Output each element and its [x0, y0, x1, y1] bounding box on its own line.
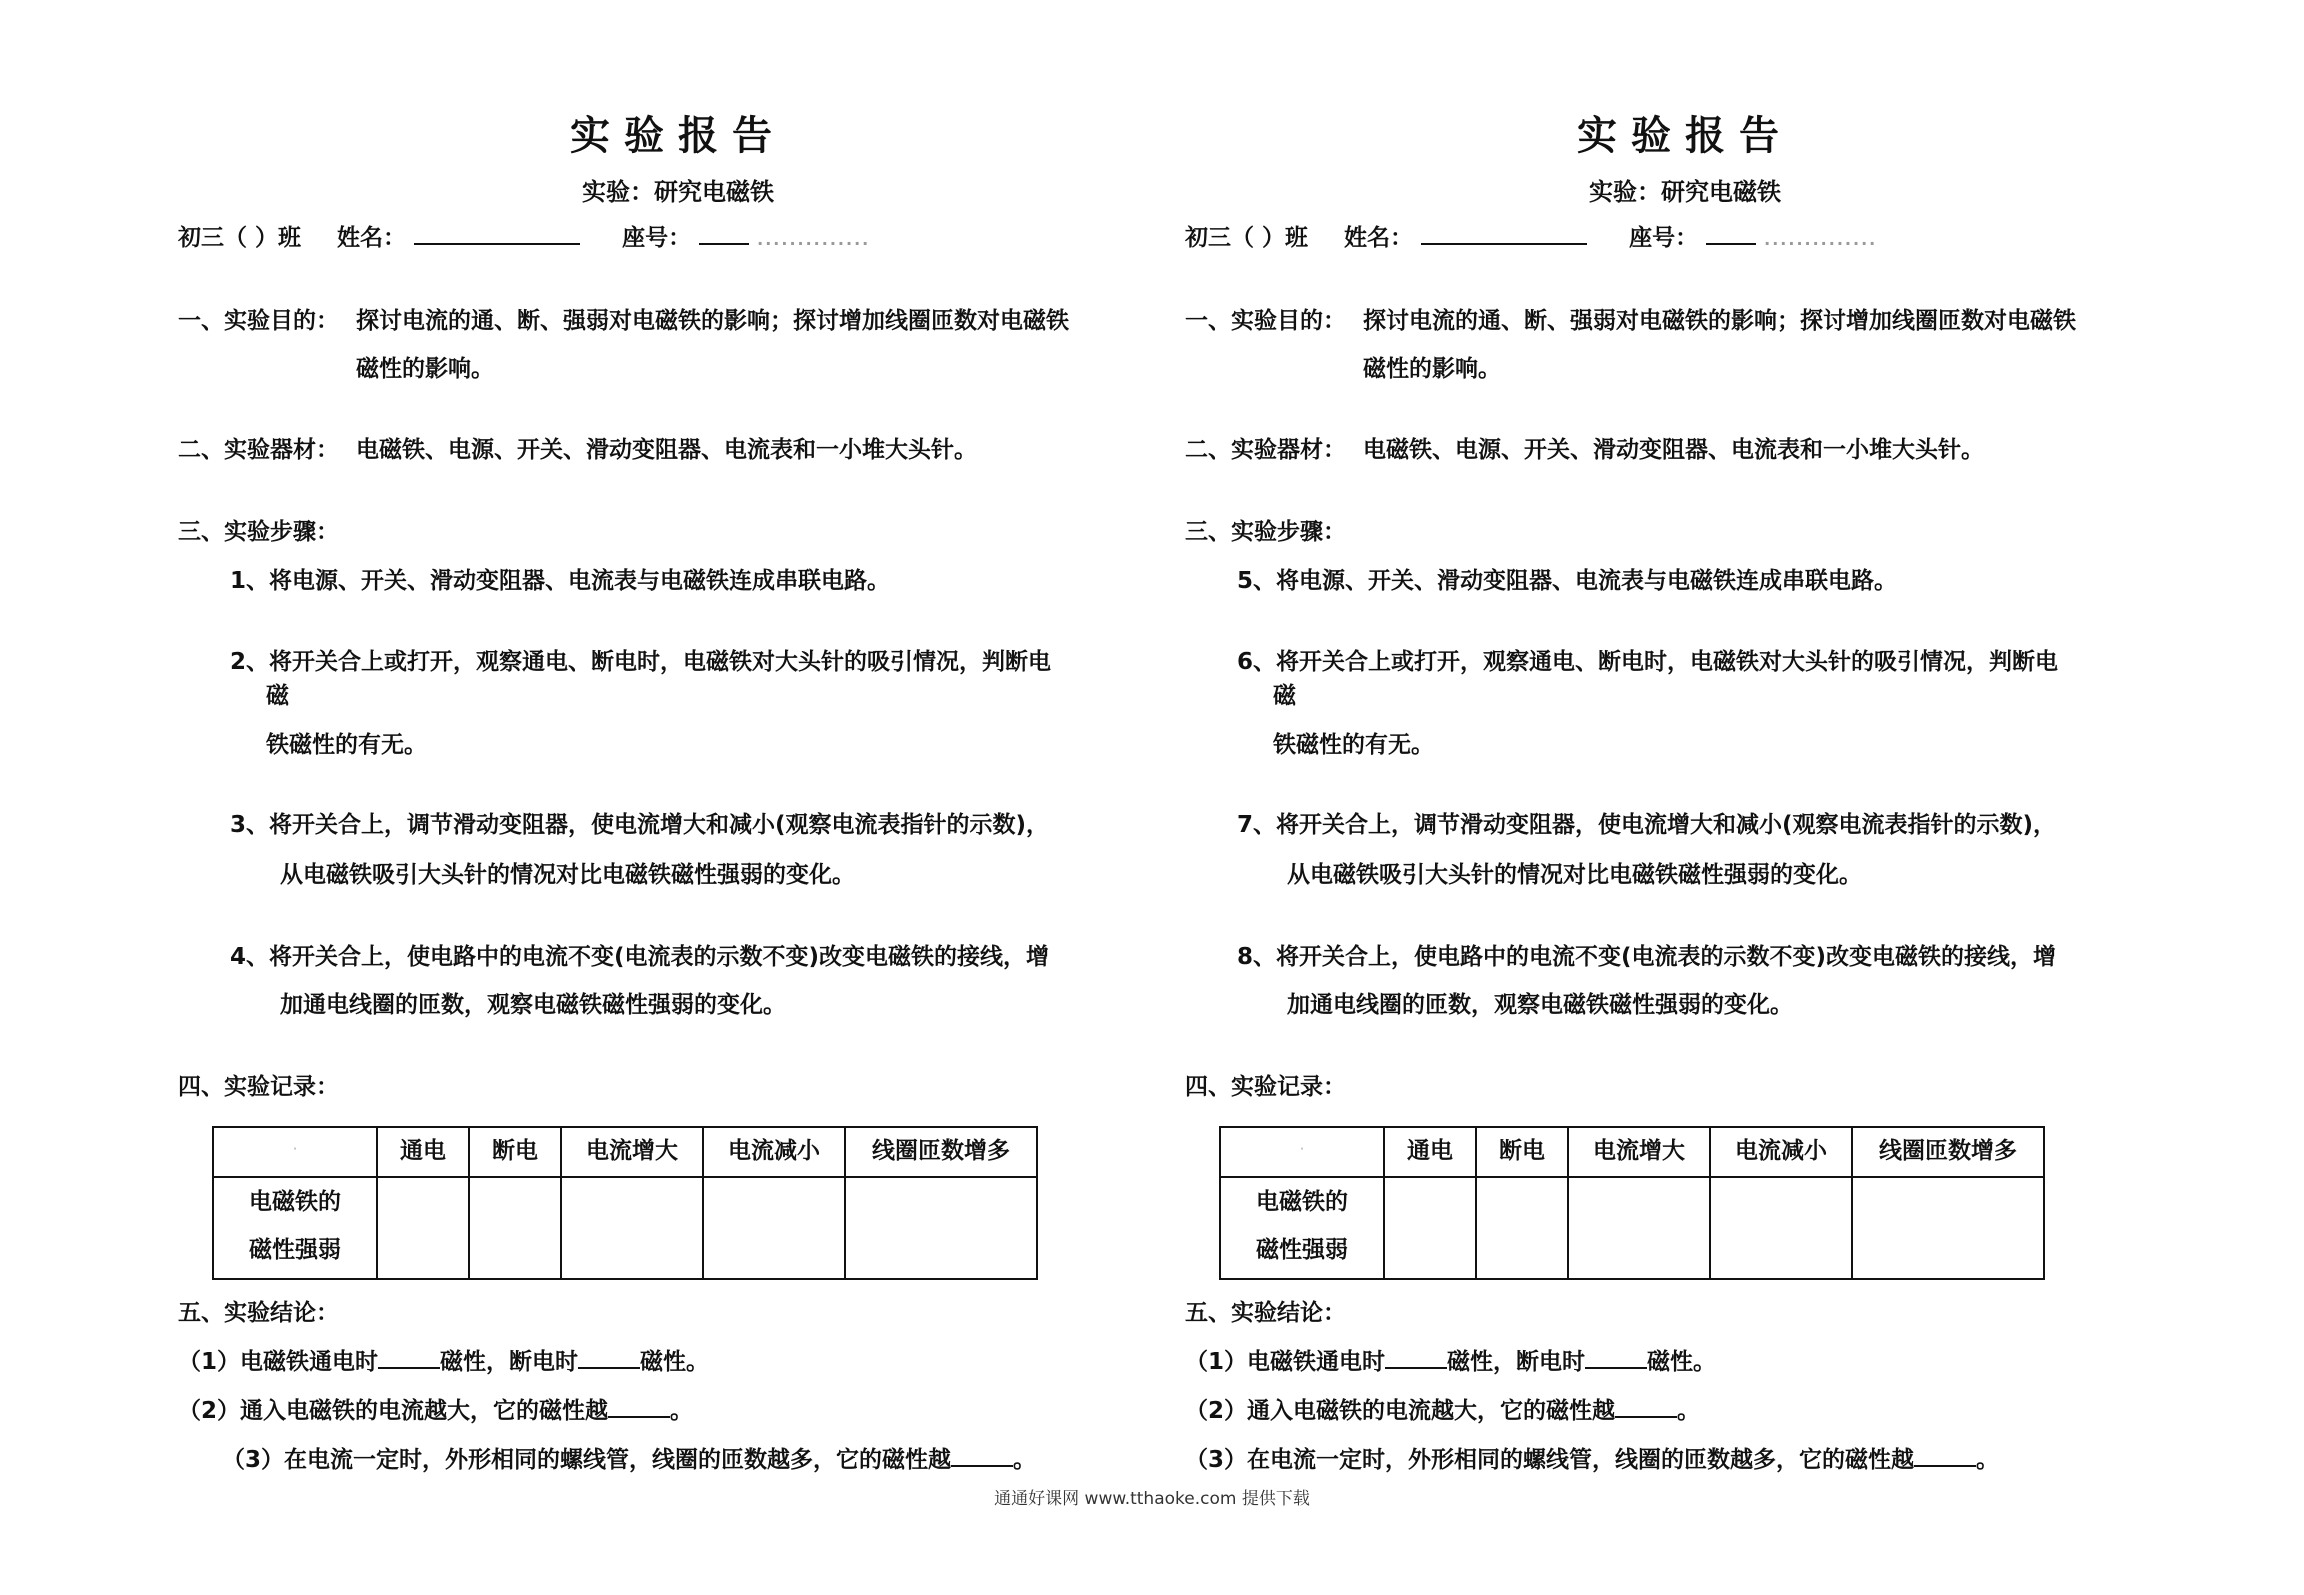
equipment-text: 电磁铁、电源、开关、滑动变阻器、电流表和一小堆大头针。: [1363, 437, 1984, 463]
table-header-row: [213, 1127, 1037, 1177]
row-label: 电磁铁的 磁性强弱: [1220, 1177, 1384, 1279]
step-1: 1、将电源、开关、滑动变阻器、电流表与电磁铁连成串联电路。: [230, 568, 891, 594]
record-cell[interactable]: [377, 1177, 469, 1279]
column-header: 线圈匝数增多: [845, 1127, 1037, 1177]
blank-1[interactable]: [1385, 1345, 1447, 1369]
blank-3[interactable]: [1615, 1394, 1677, 1418]
step-2-line2: 磁: [266, 683, 289, 709]
record-cell[interactable]: [1476, 1177, 1568, 1279]
equipment-heading: 二、实验器材：: [178, 437, 339, 463]
name-label: 姓名：: [1344, 225, 1414, 251]
step-4-line2: 加通电线圈的匝数，观察电磁铁磁性强弱的变化。: [280, 992, 786, 1018]
step-8-line1: 8、将开关合上，使电路中的电流不变(电流表的示数不变)改变电磁铁的接线，增: [1237, 944, 2057, 970]
column-header: 断电: [1476, 1127, 1568, 1177]
report-title: 实验报告: [1577, 112, 1793, 159]
conclusion-heading: 五、实验结论：: [178, 1300, 339, 1326]
purpose-line2: 磁性的影响。: [1363, 356, 1501, 382]
column-header: 通电: [377, 1127, 469, 1177]
record-cell[interactable]: [561, 1177, 703, 1279]
step-7-line2: 从电磁铁吸引大头针的情况对比电磁铁磁性强弱的变化。: [1287, 862, 1862, 888]
student-info-row: [1185, 219, 1877, 252]
seat-label: 座号：: [1629, 225, 1699, 251]
dotted-leader: ..............: [757, 230, 871, 249]
purpose-heading: 一、实验目的：: [178, 308, 339, 334]
record-cell[interactable]: [1568, 1177, 1710, 1279]
record-heading: 四、实验记录：: [178, 1074, 339, 1100]
table-row: [213, 1177, 1037, 1279]
blank-4[interactable]: [951, 1443, 1013, 1467]
blank-1[interactable]: [378, 1345, 440, 1369]
equipment-text: 电磁铁、电源、开关、滑动变阻器、电流表和一小堆大头针。: [356, 437, 977, 463]
steps-heading: 三、实验步骤：: [1185, 519, 1346, 545]
name-blank[interactable]: [1421, 221, 1587, 245]
blank-3[interactable]: [608, 1394, 670, 1418]
blank-2[interactable]: [1585, 1345, 1647, 1369]
step-7-line1: 7、将开关合上，调节滑动变阻器，使电流增大和减小(观察电流表指针的示数)，: [1237, 812, 2057, 838]
record-cell[interactable]: [469, 1177, 561, 1279]
step-3-line1: 3、将开关合上，调节滑动变阻器，使电流增大和减小(观察电流表指针的示数)，: [230, 812, 1050, 838]
table-corner-cell: ·: [213, 1127, 377, 1177]
record-table: [212, 1126, 1038, 1280]
column-header: 电流减小: [703, 1127, 845, 1177]
report-right: [1185, 0, 2185, 1595]
table-header-row: [1220, 1127, 2044, 1177]
record-cell[interactable]: [1852, 1177, 2044, 1279]
seat-blank[interactable]: [699, 221, 749, 245]
class-label: 初三（ ）班: [1185, 225, 1309, 251]
report-subtitle: 实验：研究电磁铁: [582, 178, 774, 206]
column-header: 电流增大: [561, 1127, 703, 1177]
seat-label: 座号：: [622, 225, 692, 251]
purpose-line1: 探讨电流的通、断、强弱对电磁铁的影响；探讨增加线圈匝数对电磁铁: [356, 308, 1069, 334]
report-left: [178, 0, 1178, 1595]
step-2-line3: 铁磁性的有无。: [266, 732, 427, 758]
row-label: 电磁铁的 磁性强弱: [213, 1177, 377, 1279]
column-header: 线圈匝数增多: [1852, 1127, 2044, 1177]
record-cell[interactable]: [703, 1177, 845, 1279]
equipment-heading: 二、实验器材：: [1185, 437, 1346, 463]
steps-heading: 三、实验步骤：: [178, 519, 339, 545]
conclusion-2: （2）通入电磁铁的电流越大，它的磁性越 。: [1185, 1392, 1700, 1425]
student-info-row: [178, 219, 870, 252]
step-6-line2: 磁: [1273, 683, 1296, 709]
conclusion-2: （2）通入电磁铁的电流越大，它的磁性越 。: [178, 1392, 693, 1425]
step-5: 5、将电源、开关、滑动变阻器、电流表与电磁铁连成串联电路。: [1237, 568, 1898, 594]
table-corner-cell: ·: [1220, 1127, 1384, 1177]
record-cell[interactable]: [845, 1177, 1037, 1279]
name-label: 姓名：: [337, 225, 407, 251]
blank-2[interactable]: [578, 1345, 640, 1369]
step-2-line1: 2、将开关合上或打开，观察通电、断电时，电磁铁对大头针的吸引情况，判断电: [230, 649, 1052, 675]
purpose-line2: 磁性的影响。: [356, 356, 494, 382]
table-row: [1220, 1177, 2044, 1279]
seat-blank[interactable]: [1706, 221, 1756, 245]
step-3-line2: 从电磁铁吸引大头针的情况对比电磁铁磁性强弱的变化。: [280, 862, 855, 888]
dotted-leader: ..............: [1764, 230, 1878, 249]
column-header: 通电: [1384, 1127, 1476, 1177]
blank-4[interactable]: [1914, 1443, 1976, 1467]
conclusion-heading: 五、实验结论：: [1185, 1300, 1346, 1326]
report-title: 实验报告: [570, 112, 786, 159]
conclusion-3: （3）在电流一定时，外形相同的螺线管，线圈的匝数越多，它的磁性越 。: [1185, 1441, 1999, 1474]
record-cell[interactable]: [1710, 1177, 1852, 1279]
record-heading: 四、实验记录：: [1185, 1074, 1346, 1100]
conclusion-1: （1）电磁铁通电时 磁性，断电时 磁性。: [178, 1343, 709, 1376]
class-label: 初三（ ）班: [178, 225, 302, 251]
purpose-heading: 一、实验目的：: [1185, 308, 1346, 334]
conclusion-1: （1）电磁铁通电时 磁性，断电时 磁性。: [1185, 1343, 1716, 1376]
column-header: 断电: [469, 1127, 561, 1177]
record-table: [1219, 1126, 2045, 1280]
column-header: 电流增大: [1568, 1127, 1710, 1177]
record-cell[interactable]: [1384, 1177, 1476, 1279]
step-6-line3: 铁磁性的有无。: [1273, 732, 1434, 758]
step-6-line1: 6、将开关合上或打开，观察通电、断电时，电磁铁对大头针的吸引情况，判断电: [1237, 649, 2059, 675]
name-blank[interactable]: [414, 221, 580, 245]
footer-credit: 通通好课网 www.tthaoke.com 提供下载: [994, 1489, 1310, 1509]
purpose-line1: 探讨电流的通、断、强弱对电磁铁的影响；探讨增加线圈匝数对电磁铁: [1363, 308, 2076, 334]
conclusion-3: （3）在电流一定时，外形相同的螺线管，线圈的匝数越多，它的磁性越 。: [222, 1441, 1036, 1474]
step-4-line1: 4、将开关合上，使电路中的电流不变(电流表的示数不变)改变电磁铁的接线，增: [230, 944, 1050, 970]
step-8-line2: 加通电线圈的匝数，观察电磁铁磁性强弱的变化。: [1287, 992, 1793, 1018]
report-subtitle: 实验：研究电磁铁: [1589, 178, 1781, 206]
column-header: 电流减小: [1710, 1127, 1852, 1177]
